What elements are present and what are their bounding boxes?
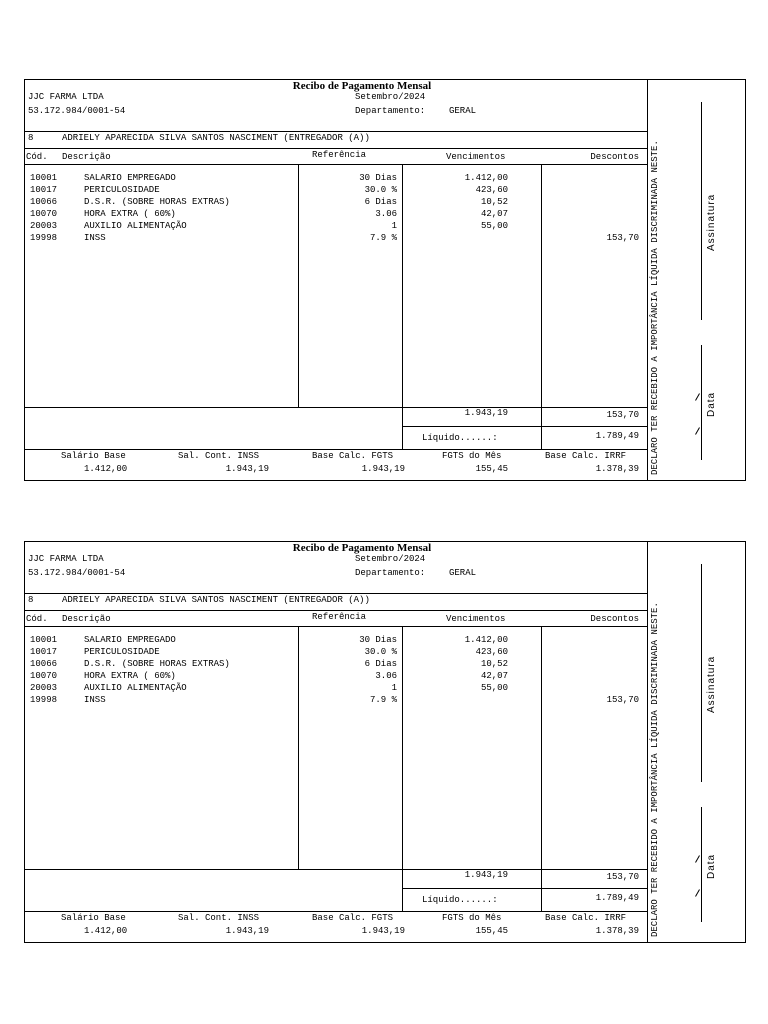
line-item-description: SALARIO EMPREGADO [84,635,176,645]
date-line [701,807,702,922]
salario-base-value: 1.412,00 [84,926,128,936]
line-item-vencimento: 42,07 [480,671,508,681]
line-item-description: AUXILIO ALIMENTAÇÃO [84,221,187,231]
company-cnpj: 53.172.984/0001-54 [28,106,126,116]
line-item-code: 20003 [30,221,58,231]
line-item-description: SALARIO EMPREGADO [84,173,176,183]
line-item-code: 10070 [30,671,58,681]
department-value: GERAL [449,568,477,578]
divider [24,131,647,132]
line-item-description: HORA EXTRA ( 60%) [84,671,176,681]
base-irrf-label: Base Calc. IRRF [545,451,627,461]
divider [24,407,647,408]
payslip [24,541,746,943]
data-label: Data [706,853,717,879]
divider [24,164,647,165]
total-descontos: 153,70 [606,410,639,420]
line-item-vencimento: 55,00 [480,683,508,693]
company-name: JJC FARMA LTDA [28,92,104,102]
liquido-value: 1.789,49 [595,893,639,903]
fgts-mes-value: 155,45 [475,926,508,936]
salario-base-label: Salário Base [61,913,126,923]
divider [24,449,647,450]
employee-code: 8 [28,595,34,605]
header-vencimentos: Vencimentos [446,614,506,624]
line-item-code: 19998 [30,695,58,705]
total-vencimentos: 1.943,19 [464,870,508,880]
header-cod: Cód. [26,614,48,624]
divider [24,911,647,912]
column-divider [298,164,299,407]
line-item-vencimento: 1.412,00 [464,173,508,183]
line-item-description: HORA EXTRA ( 60%) [84,209,176,219]
payslip [24,79,746,481]
line-item-vencimento: 1.412,00 [464,635,508,645]
line-item-reference: 1 [391,221,397,231]
liquido-label: Líquido......: [422,895,498,905]
line-item-vencimento: 423,60 [475,185,508,195]
pay-period: Setembro/2024 [355,92,426,102]
employee-code: 8 [28,133,34,143]
line-item-code: 10066 [30,197,58,207]
sal-cont-inss-value: 1.943,19 [225,926,269,936]
base-fgts-value: 1.943,19 [361,926,405,936]
line-item-code: 10001 [30,173,58,183]
line-item-vencimento: 10,52 [480,659,508,669]
fgts-mes-value: 155,45 [475,464,508,474]
total-vencimentos: 1.943,19 [464,408,508,418]
line-item-reference: 6 Dias [364,197,397,207]
header-referencia: Referência [312,612,367,622]
line-item-description: INSS [84,233,106,243]
line-item-vencimento: 55,00 [480,221,508,231]
department-label: Departamento: [355,106,426,116]
department-value: GERAL [449,106,477,116]
line-item-vencimento: 42,07 [480,209,508,219]
base-fgts-label: Base Calc. FGTS [312,451,394,461]
header-descontos: Descontos [590,152,639,162]
line-item-reference: 3.06 [375,209,397,219]
company-name: JJC FARMA LTDA [28,554,104,564]
line-item-reference: 1 [391,683,397,693]
column-divider [298,626,299,869]
base-irrf-value: 1.378,39 [595,926,639,936]
line-item-reference: 3.06 [375,671,397,681]
divider [24,610,647,611]
line-item-code: 20003 [30,683,58,693]
header-vencimentos: Vencimentos [446,152,506,162]
date-line [701,345,702,460]
divider [24,148,647,149]
total-descontos: 153,70 [606,872,639,882]
header-descricao: Descrição [62,614,111,624]
line-item-desconto: 153,70 [606,233,639,243]
base-irrf-label: Base Calc. IRRF [545,913,627,923]
line-item-description: D.S.R. (SOBRE HORAS EXTRAS) [84,659,230,669]
line-item-desconto: 153,70 [606,695,639,705]
assinatura-label: Assinatura [706,655,717,713]
line-item-description: D.S.R. (SOBRE HORAS EXTRAS) [84,197,230,207]
signature-line [701,102,702,320]
employee-name: ADRIELY APARECIDA SILVA SANTOS NASCIMENT (ENTREGADOR (A)) [62,133,370,143]
line-item-description: PERICULOSIDADE [84,185,160,195]
line-item-code: 10066 [30,659,58,669]
line-item-reference: 7.9 % [369,233,397,243]
signature-line [701,564,702,782]
fgts-mes-label: FGTS do Mês [442,913,502,923]
divider [24,626,647,627]
line-item-description: AUXILIO ALIMENTAÇÃO [84,683,187,693]
sal-cont-inss-label: Sal. Cont. INSS [178,913,260,923]
sal-cont-inss-value: 1.943,19 [225,464,269,474]
base-irrf-value: 1.378,39 [595,464,639,474]
salario-base-value: 1.412,00 [84,464,128,474]
base-fgts-label: Base Calc. FGTS [312,913,394,923]
divider [402,888,647,889]
divider [24,593,647,594]
line-item-reference: 30 Dias [359,635,397,645]
data-label: Data [706,391,717,417]
pay-period: Setembro/2024 [355,554,426,564]
header-cod: Cód. [26,152,48,162]
liquido-value: 1.789,49 [595,431,639,441]
line-item-reference: 30.0 % [364,185,397,195]
line-item-code: 10001 [30,635,58,645]
line-item-code: 10070 [30,209,58,219]
declaration-text: DECLARO TER RECEBIDO A IMPORTÂNCIA LÍQUIDA DISCRIMINADA NESTE. [650,602,660,937]
line-item-reference: 7.9 % [369,695,397,705]
line-item-vencimento: 423,60 [475,647,508,657]
employee-name: ADRIELY APARECIDA SILVA SANTOS NASCIMENT (ENTREGADOR (A)) [62,595,370,605]
signature-column-divider [647,541,648,942]
fgts-mes-label: FGTS do Mês [442,451,502,461]
line-item-code: 10017 [30,647,58,657]
line-item-reference: 30.0 % [364,647,397,657]
sal-cont-inss-label: Sal. Cont. INSS [178,451,260,461]
company-cnpj: 53.172.984/0001-54 [28,568,126,578]
divider [402,426,647,427]
line-item-vencimento: 10,52 [480,197,508,207]
declaration-text: DECLARO TER RECEBIDO A IMPORTÂNCIA LÍQUIDA DISCRIMINADA NESTE. [650,140,660,475]
line-item-description: PERICULOSIDADE [84,647,160,657]
line-item-code: 19998 [30,233,58,243]
header-descontos: Descontos [590,614,639,624]
line-item-code: 10017 [30,185,58,195]
header-descricao: Descrição [62,152,111,162]
payslip-title: Recibo de Pagamento Mensal [292,542,432,554]
line-item-reference: 6 Dias [364,659,397,669]
line-item-reference: 30 Dias [359,173,397,183]
header-referencia: Referência [312,150,367,160]
assinatura-label: Assinatura [706,193,717,251]
line-item-description: INSS [84,695,106,705]
divider [24,869,647,870]
salario-base-label: Salário Base [61,451,126,461]
payslip-title: Recibo de Pagamento Mensal [292,80,432,92]
liquido-label: Líquido......: [422,433,498,443]
signature-column-divider [647,79,648,480]
department-label: Departamento: [355,568,426,578]
base-fgts-value: 1.943,19 [361,464,405,474]
